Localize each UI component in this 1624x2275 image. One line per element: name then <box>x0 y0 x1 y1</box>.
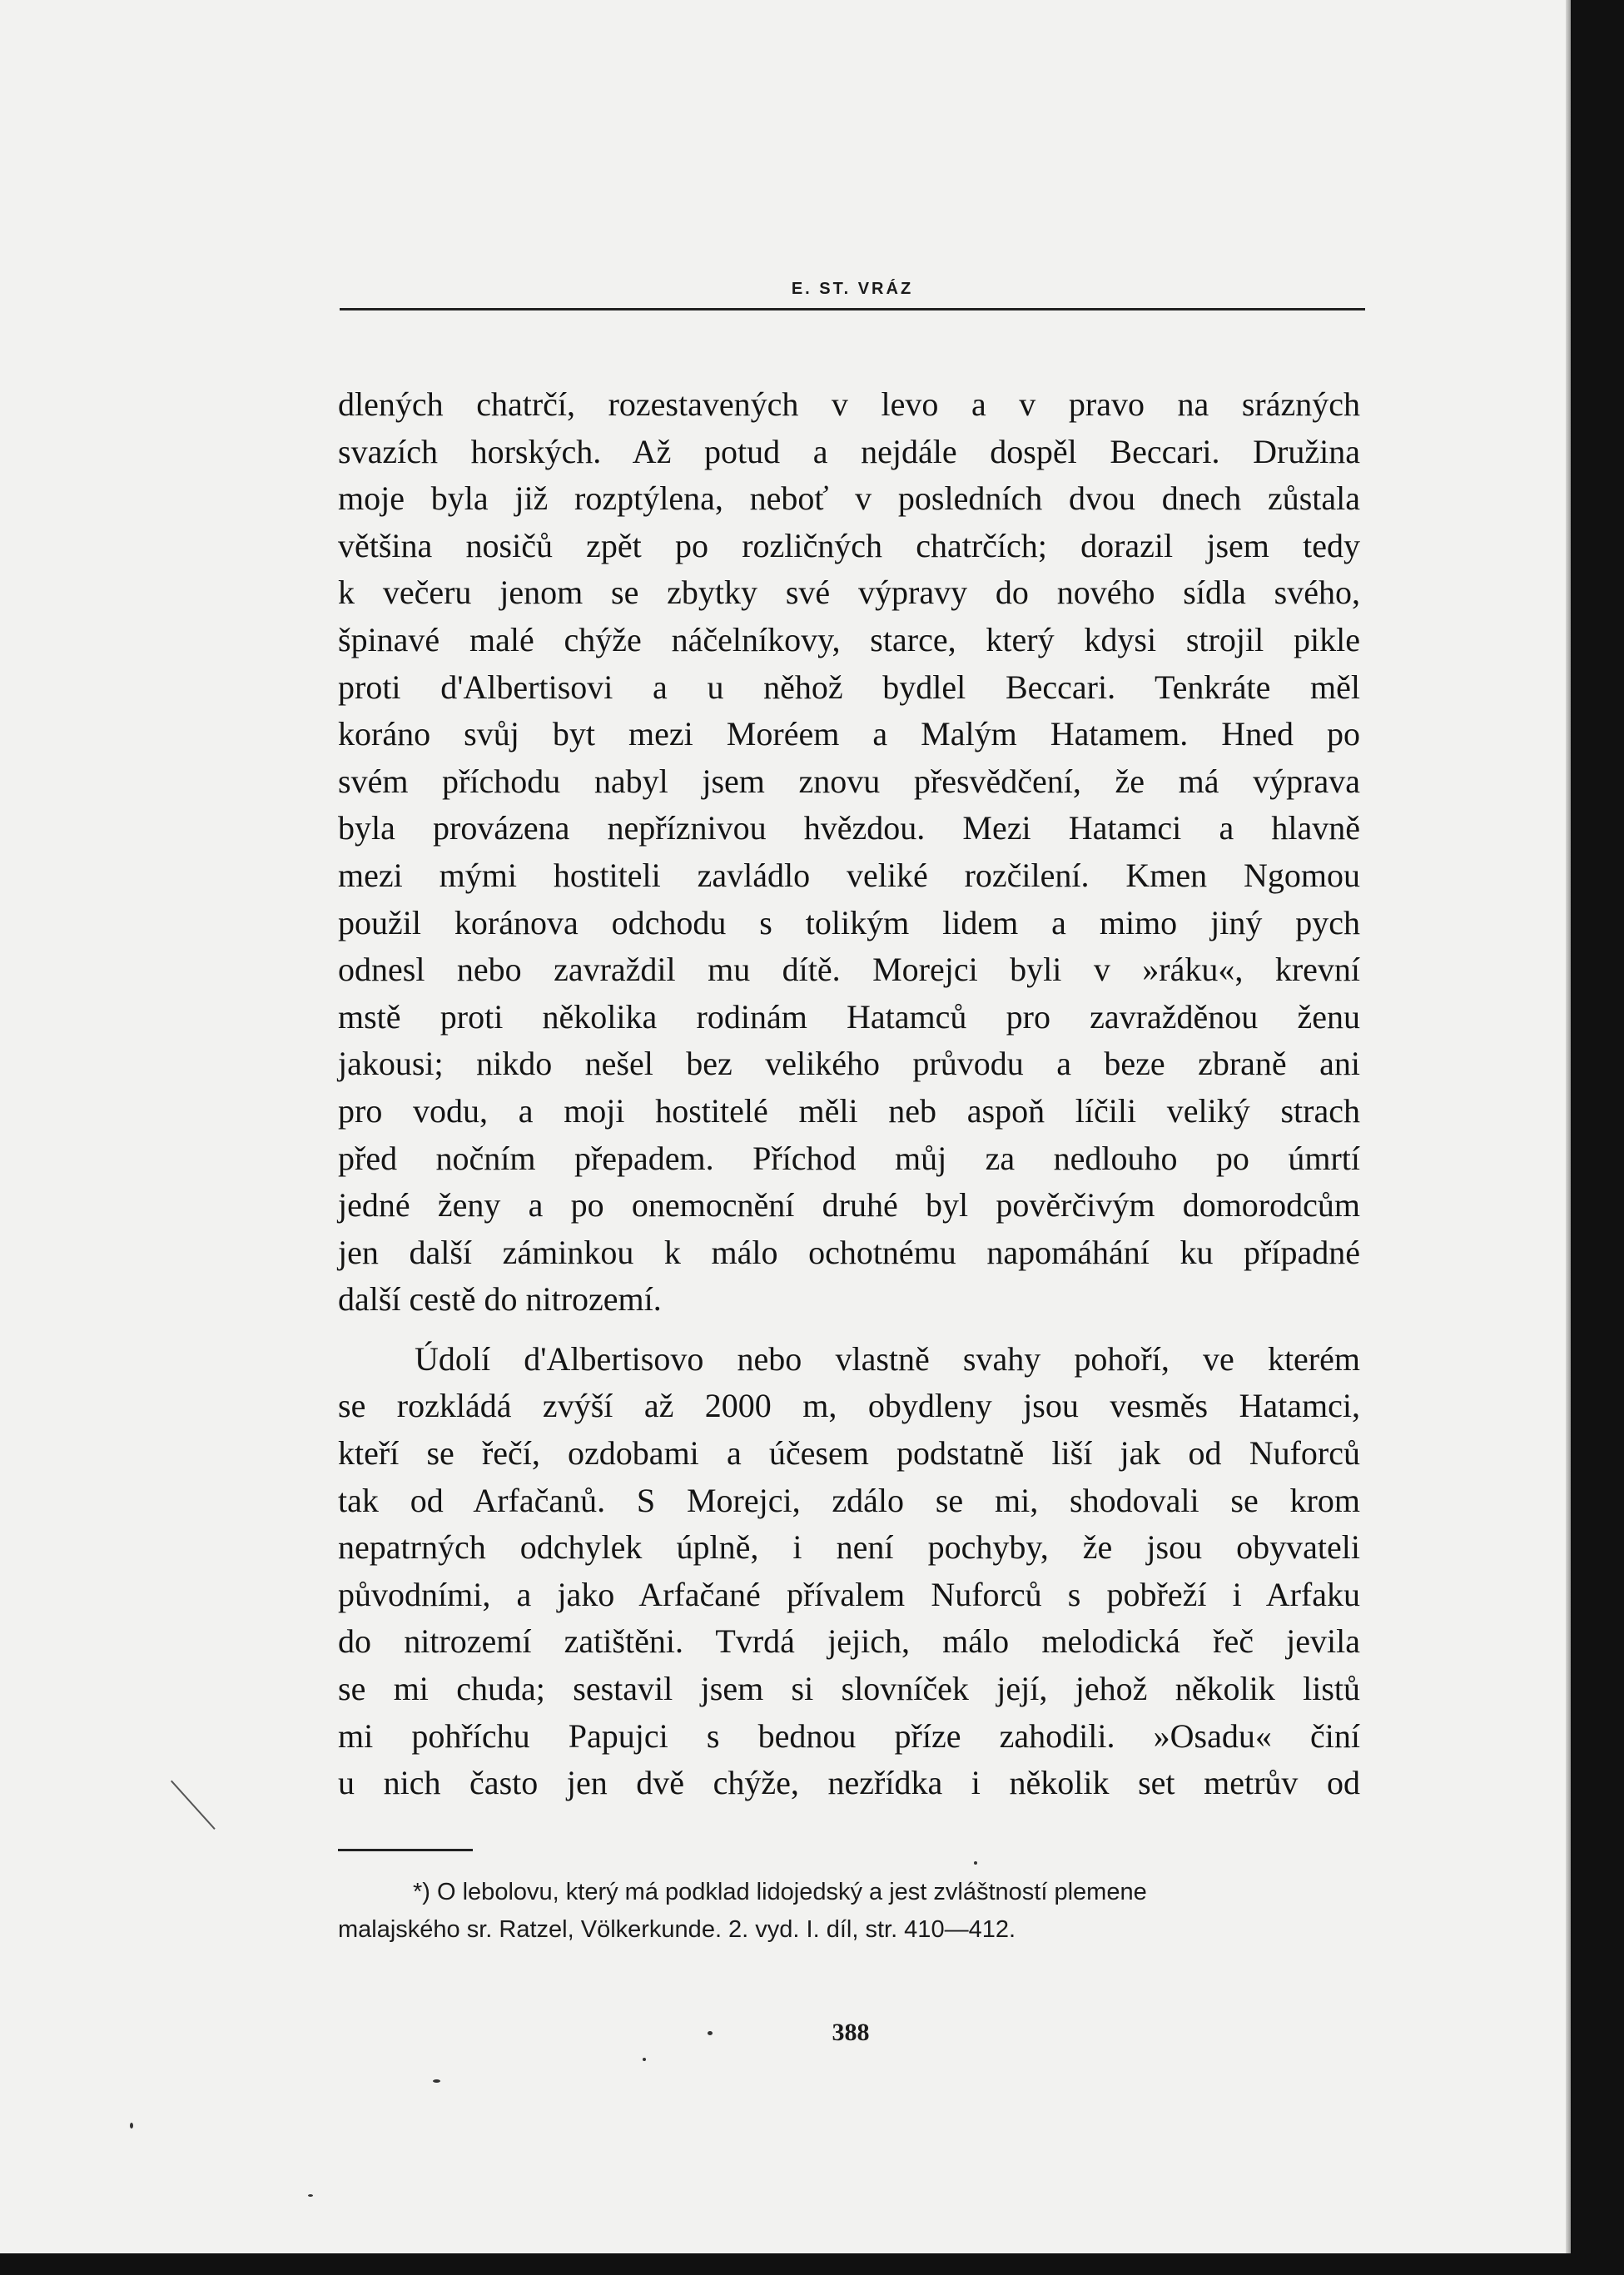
footnote-line: *) O lebolovu, který má podklad lidojedský a jest zvláštností plemene <box>413 1879 1147 1905</box>
text-line: jedné ženy a po onemocnění druhé byl pověrčivým domorodcům <box>338 1186 1360 1224</box>
scan-speck <box>974 1861 977 1865</box>
text-line: moje byla již rozptýlena, neboť v posledních dvou dnech zůstala <box>338 479 1360 518</box>
scan-speck <box>643 2058 646 2061</box>
text-line: k večeru jenom se zbytky své výpravy do nového sídla svého, <box>338 574 1360 612</box>
text-line: svazích horských. Až potud a nejdále dospěl Beccari. Družina <box>338 432 1360 470</box>
text-line: odnesl nebo zavraždil mu dítě. Morejci byli v »ráku«, krevní <box>338 951 1360 989</box>
text-line: další cestě do nitrozemí. <box>338 1280 662 1319</box>
text-line: do nitrozemí zatištěni. Tvrdá jejich, málo melodická řeč jevila <box>338 1622 1360 1661</box>
text-line: jen další záminkou k málo ochotnému napomáhání ku případné <box>338 1233 1360 1271</box>
text-line: nepatrných odchylek úplně, i není pochyby, že jsou obyvateli <box>338 1528 1360 1567</box>
footnote-line: malajského sr. Ratzel, Völkerkunde. 2. vyd. I. díl, str. 410—412. <box>338 1916 1016 1943</box>
text-line: před nočním přepadem. Příchod můj za nedlouho po úmrtí <box>338 1139 1360 1177</box>
text-line: tak od Arfačanů. S Morejci, zdálo se mi, shodovali se krom <box>338 1481 1360 1519</box>
footnote-rule <box>338 1849 473 1851</box>
text-line: použil koránova odchodu s tolikým lidem a mimo jiný pych <box>338 903 1360 941</box>
running-head: E. ST. VRÁZ <box>791 280 914 298</box>
text-line: svém příchodu nabyl jsem znovu přesvědčení, že má výprava <box>338 762 1360 800</box>
scan-speck <box>308 2194 313 2197</box>
text-line: mi pohříchu Papujci s bednou příze zahodili. »Osadu« činí <box>338 1716 1360 1755</box>
text-line: jakousi; nikdo nešel bez velikého průvodu a beze zbraně ani <box>338 1045 1360 1083</box>
text-line: původními, a jako Arfačané přívalem Nuforců s pobřeží i Arfaku <box>338 1575 1360 1613</box>
text-line: proti d'Albertisovi a u něhož bydlel Beccari. Tenkráte měl <box>338 668 1360 706</box>
text-line: pro vodu, a moji hostitelé měli neb aspoň líčili veliký strach <box>338 1091 1360 1130</box>
text-line: kteří se řečí, ozdobami a účesem podstatně liší jak od Nuforců <box>338 1434 1360 1473</box>
scan-border-bottom <box>0 2253 1624 2275</box>
text-line: špinavé malé chýže náčelníkovy, starce, který kdysi strojil pikle <box>338 620 1360 658</box>
scan-speck <box>130 2123 133 2128</box>
header-rule <box>340 308 1365 310</box>
body-text <box>338 381 1360 1807</box>
text-line: se mi chuda; sestavil jsem si slovníček její, jehož několik listů <box>338 1670 1360 1708</box>
scan-border-right <box>1571 0 1624 2275</box>
scan-scratch <box>171 1781 216 1830</box>
page-number: 388 <box>832 2019 870 2046</box>
paragraph-gap <box>338 1324 1360 1336</box>
footnote <box>338 1874 1360 1949</box>
text-line: dlených chatrčí, rozestavených v levo a v pravo na srázných <box>338 385 1360 423</box>
scan-speck <box>708 2031 713 2035</box>
text-line: u nich často jen dvě chýže, nezřídka i několik set metrův od <box>338 1764 1360 1802</box>
scan-speck <box>433 2079 440 2083</box>
text-line: mstě proti několika rodinám Hatamců pro zavražděnou ženu <box>338 997 1360 1036</box>
text-line: většina nosičů zpět po rozličných chatrčích; dorazil jsem tedy <box>338 526 1360 564</box>
text-line: se rozkládá zvýší až 2000 m, obydleny jsou vesměs Hatamci, <box>338 1387 1360 1425</box>
text-line: byla provázena nepříznivou hvězdou. Mezi Hatamci a hlavně <box>338 809 1360 847</box>
text-line: Údolí d'Albertisovo nebo vlastně svahy pohoří, ve kterém <box>415 1339 1360 1378</box>
text-line: mezi mými hostiteli zavládlo veliké rozčilení. Kmen Ngomou <box>338 856 1360 894</box>
text-line: koráno svůj byt mezi Moréem a Malým Hatamem. Hned po <box>338 715 1360 753</box>
